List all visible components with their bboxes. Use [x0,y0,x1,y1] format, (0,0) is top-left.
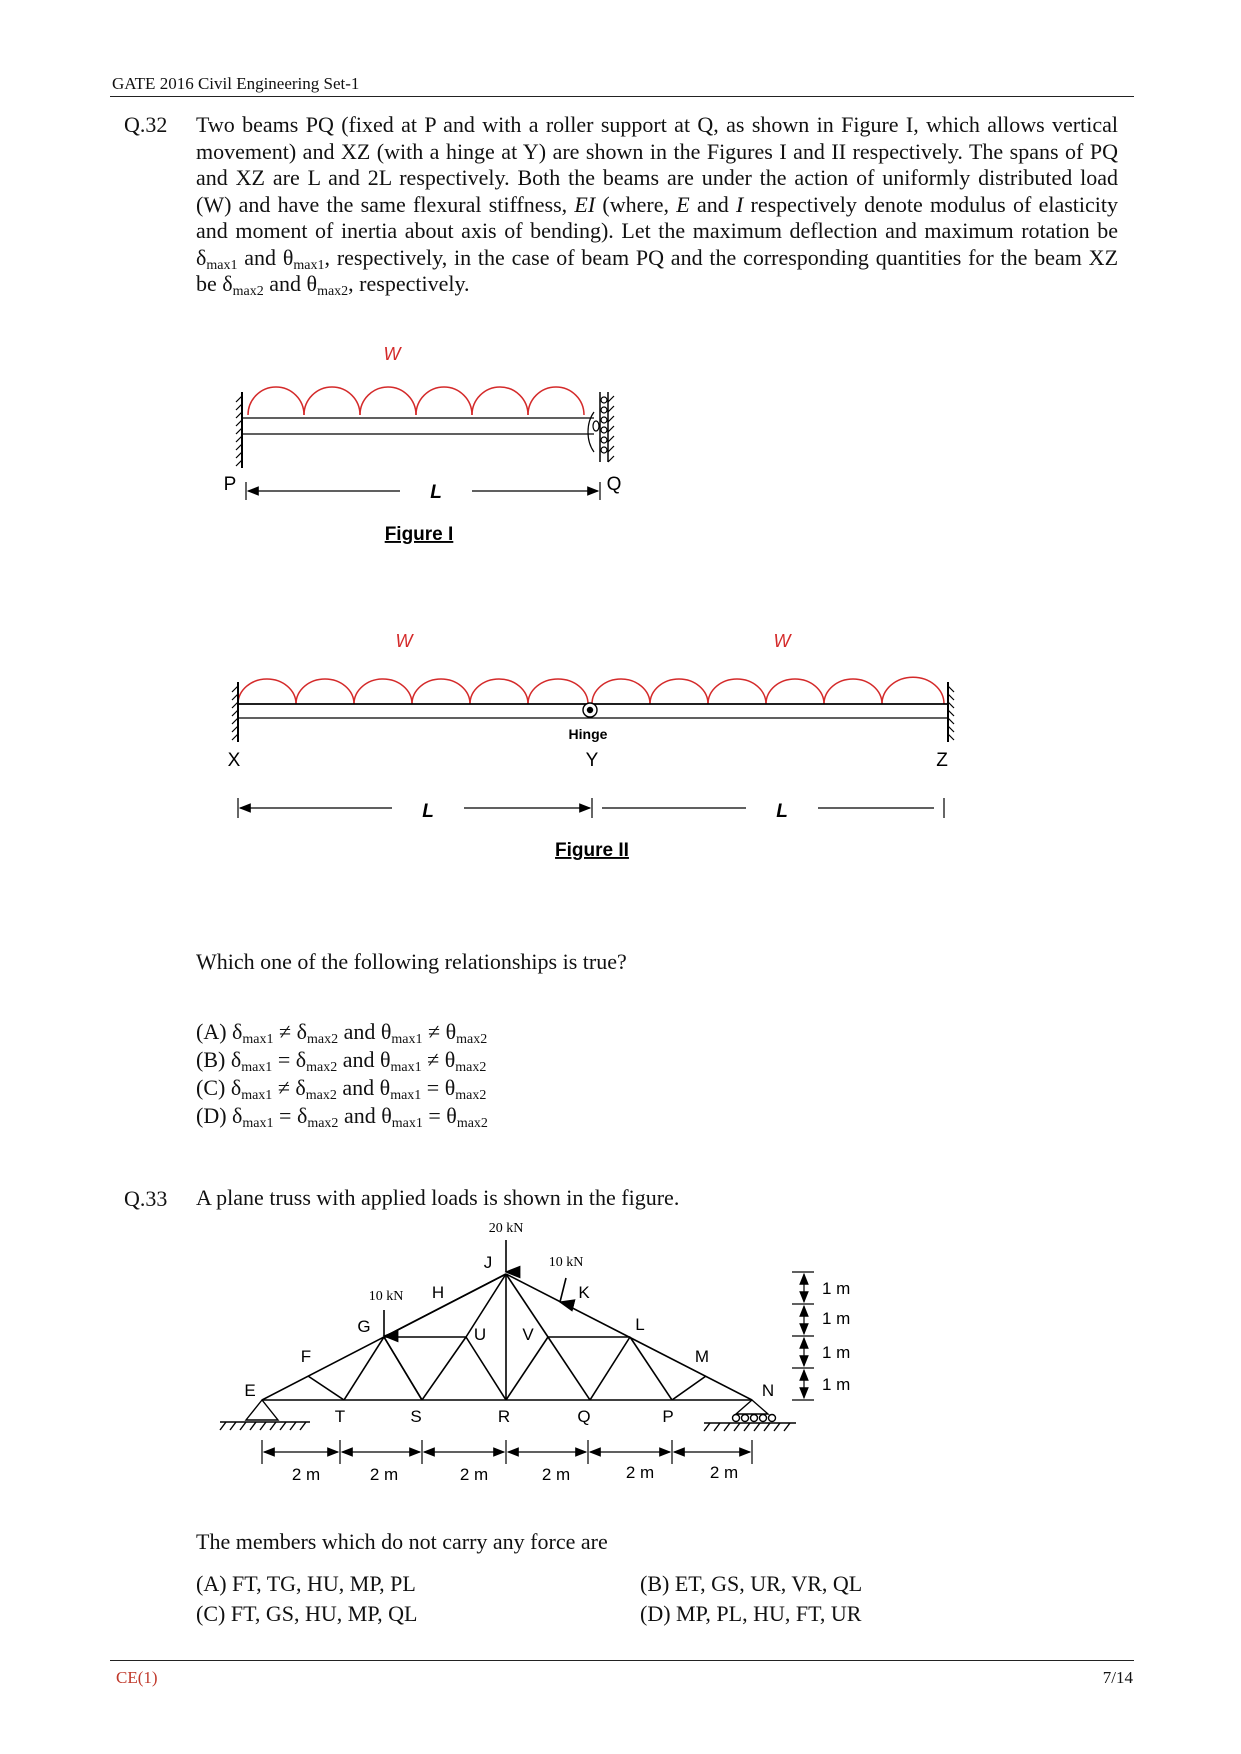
fig2-span-dimension [238,798,944,818]
node-v: V [522,1325,534,1344]
q32-text: Two beams PQ (fixed at P and with a roller support at Q, as shown in Figure I, which allows vertical movement) and XZ (with a hinge at Y) are shown in the Figures I and II respectively. The spans of PQ and XZ are L and 2L respectively. Both the beams are under the action of uniformly distributed load (W) and have the same flexural stiffness, EI (where, E and I respectively denote modulus of elasticity and moment of inertia about axis of bending). Let the maximum deflection and maximum rotation be $\delta_{max1}$ and $\theta_{max1}$, respectively, in the case of beam PQ and the corresponding quantities for the beam XZ be $\delta_{max2}$ and $\theta_{max2}$, respectively. [196,112,1119,299]
truss-members [262,1274,752,1400]
node-e: E [244,1381,256,1400]
load-j-label: 20 kN [488,1221,524,1236]
node-m: M [694,1347,710,1366]
fig2-hinge-label: Hinge [568,726,608,742]
fig2-load-right: W [773,631,791,651]
q32-question: Which one of the following relationships is true? [196,949,627,974]
truss-height-labels [822,1279,850,1394]
truss-spacing-labels [292,1463,738,1484]
node-l: L [635,1315,645,1334]
spacing-5: 2 m [625,1463,655,1482]
fig1-caption: Figure I [384,524,454,545]
q32-options [196,1018,488,1130]
q33-option-d[interactable]: (D) MP, PL, HU, FT, UR [640,1601,862,1626]
fig1-load-label: W [383,344,401,364]
spacing-4: 2 m [541,1465,571,1484]
fig1-label-q: Q [606,474,622,495]
fig2-span-left: L [422,801,434,822]
height-2: 1 m [822,1309,851,1328]
node-u: U [473,1325,487,1344]
spacing-1: 2 m [291,1465,321,1484]
fig2-label-z: Z [936,750,948,771]
fig1-beam [242,418,594,434]
fig2-fixed-support-x [232,682,238,742]
node-q: Q [577,1407,591,1426]
q32-option-b[interactable]: (B) $\delta_{max1} = \delta_{max2}$ and $\theta_{max1} \ne \theta_{max2}$ [196,1047,487,1075]
node-t: T [334,1407,346,1426]
fig2-load-left: W [395,631,413,651]
q33-text: A plane truss with applied loads is shown in the figure. [196,1185,680,1210]
load-k-label: 10 kN [548,1255,584,1270]
load-g-label: 10 kN [368,1289,404,1304]
fig2-caption: Figure II [555,840,629,861]
node-h: H [431,1283,445,1302]
truss-vertical-dimension [792,1272,814,1400]
q33-option-a[interactable]: (A) FT, TG, HU, MP, PL [196,1571,416,1596]
node-s: S [410,1407,422,1426]
fig2-label-x: X [227,750,241,771]
q32-number: Q.32 [124,112,168,137]
fig1-span-dimension [246,482,600,500]
footer-page-number: 7/14 [1102,1668,1133,1687]
node-g: G [357,1317,371,1336]
q33-option-b[interactable]: (B) ET, GS, UR, VR, QL [640,1571,863,1596]
node-k: K [578,1283,590,1302]
node-n: N [761,1381,775,1400]
truss-horizontal-dimension [262,1440,752,1464]
node-j: J [483,1253,493,1272]
q32-option-a[interactable]: (A) $\delta_{max1} \ne \delta_{max2}$ and $\theta_{max1} \ne \theta_{max2}$ [196,1019,488,1047]
spacing-6: 2 m [709,1463,739,1482]
fig1-fixed-support [236,392,242,468]
spacing-3: 2 m [459,1465,489,1484]
q33-question: The members which do not carry any force are [196,1529,608,1554]
node-r: R [497,1407,511,1426]
fig1-udl [248,387,584,415]
truss-pin-support [220,1400,310,1430]
fig1-label-p: P [223,474,237,495]
fig2-hinge [583,703,597,717]
fig2-udl [238,677,944,704]
fig2-label-y: Y [585,750,599,771]
height-1: 1 m [822,1279,851,1298]
fig1-roller-support [588,392,614,462]
truss-roller-support [704,1400,796,1431]
spacing-2: 2 m [369,1465,399,1484]
fig2-span-right: L [776,801,788,822]
fig1-span-label: L [430,482,442,503]
q32-option-c[interactable]: (C) $\delta_{max1} \ne \delta_{max2}$ and $\theta_{max1} = \theta_{max2}$ [196,1075,487,1103]
height-3: 1 m [822,1343,851,1362]
q33-option-c[interactable]: (C) FT, GS, HU, MP, QL [196,1601,418,1626]
fig2-fixed-support-z [948,682,954,742]
q33-number: Q.33 [124,1186,168,1211]
page-header: GATE 2016 Civil Engineering Set-1 [112,74,360,93]
node-f: F [300,1347,312,1366]
q32-option-d[interactable]: (D) $\delta_{max1} = \delta_{max2}$ and $\theta_{max1} = \theta_{max2}$ [196,1103,488,1131]
footer-code: CE(1) [116,1668,158,1687]
footer-rule [110,1660,1134,1661]
node-p: P [662,1407,674,1426]
height-4: 1 m [822,1375,851,1394]
